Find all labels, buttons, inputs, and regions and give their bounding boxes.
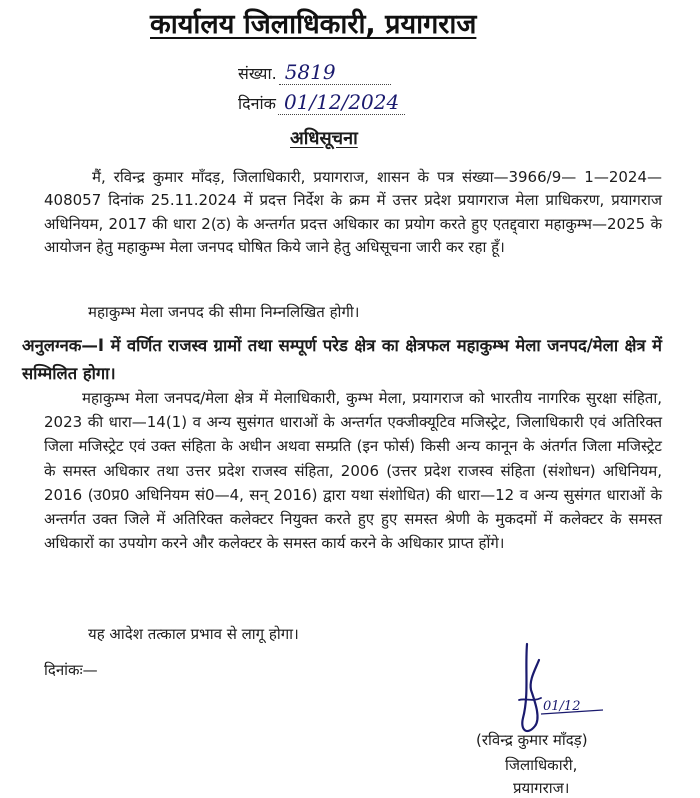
number-label: संख्या <box>238 64 272 83</box>
paragraph-effect: यह आदेश तत्काल प्रभाव से लागू होगा। <box>88 625 299 643</box>
paragraph-powers: महाकुम्भ मेला जनपद/मेला क्षेत्र में मेलाधिकारी, कुम्भ मेला, प्रयागराज को भारतीय नागरिक सुरक्षा संहिता, 2023 की धारा—14(1) व अन्य सुसंगत धाराओं के अन्तर्गत एक्जीक्यूटिव मजिस्ट्रेट, जिलाधिकारी एवं अतिरिक्त जिला मजिस्ट्रेट एवं उक्त संहिता के अधीन अथवा सम्प्रति (इन फोर्स) किसी अन्य कानून के अंतर्गत जिला मजिस्ट्रेट के समस्त अधिकार तथा उत्तर प्रदेश राजस्व संहिता, 2006 (उत्तर प्रदेश राजस्व संहिता (संशोधन) अधिनियम, 2016 (उ0प्र0 अधिनियम सं0—4, सन् 2016) द्वारा यथा संशोधित) की धारा—12 व अन्य सुसंगत धाराओं के अन्तर्गत उक्त जिले में अतिरिक्त कलेक्टर नियुक्त करते हुए हुए समस्त श्रेणी के मुकदमों में कलेक्टर के समस्त अधिकारों का उपयोग करने और कलेक्टर के समस्त कार्य करने के अधिकार प्राप्त होंगे। <box>44 389 662 553</box>
signatory-name: (रविन्द्र कुमार माँदड़) <box>476 731 588 749</box>
date-label: दिनांक <box>238 94 276 113</box>
date-row <box>238 90 405 115</box>
paragraph-annexure: अनुलग्नक—I में वर्णित राजस्व ग्रामों तथा सम्पूर्ण परेड क्षेत्र का क्षेत्रफल महाकुम्भ मेला जनपद/मेला क्षेत्र में सम्मिलित होगा। <box>22 336 662 383</box>
number-row: संख्या . 5819 <box>238 60 391 85</box>
signatory-designation: जिलाधिकारी, <box>505 756 578 774</box>
paragraph-declaration: मैं, रविन्द्र कुमार माँदड़, जिलाधिकारी, प्रयागराज, शासन के पत्र संख्या—3966/9— 1—2024—408057 दिनांक 25.11.2024 में प्रदत्त निर्देश के क्रम में उत्तर प्रदेश प्रयागराज मेला प्राधिकरण, प्रयागराज अधिनियम, 2017 की धारा 2(ठ) के अन्तर्गत प्रदत्त अधिकार का प्रयोग करते हुए एतद्द्वारा महाकुम्भ—2025 के आयोजन हेतु महाकुम्भ मेला जनपद घोषित किये जाने हेतु अधिसूचना जारी कर रहा हूँ। <box>44 168 662 257</box>
notification-heading: अधिसूचना <box>290 128 358 149</box>
footer-date-label: दिनांकः— <box>44 661 98 679</box>
office-title: कार्यालय जिलाधिकारी, प्रयागराज <box>150 9 477 40</box>
number-value: 5819 <box>279 60 391 85</box>
signature-date: 01/12 <box>543 699 581 714</box>
paragraph-boundary-note: महाकुम्भ मेला जनपद की सीमा निम्नलिखित होगी। <box>88 303 360 321</box>
date-value: 01/12/2024 <box>278 90 405 115</box>
signatory-place: प्रयागराज। <box>513 779 570 797</box>
